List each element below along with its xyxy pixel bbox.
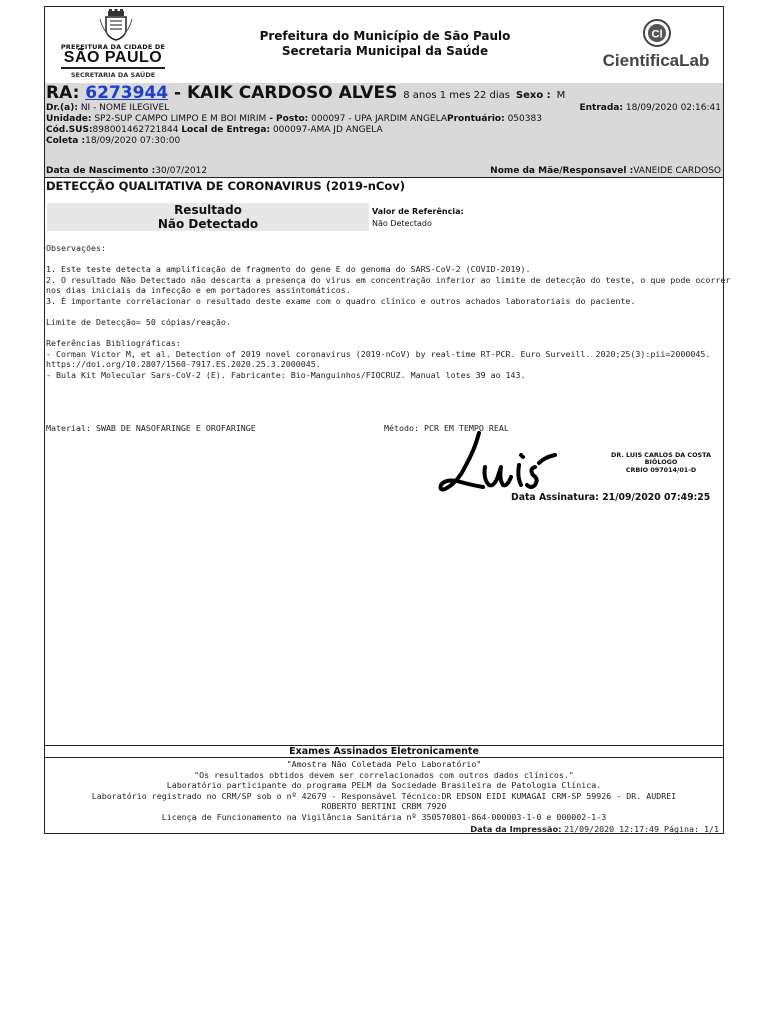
reference-line: - Corman Victor M, et al. Detection of 2019 novel coronavirus (2019-nCoV) by real-time RT-PCR. Euro Surveill. 2020;25(3):pii=2000045. bbox=[46, 348, 711, 359]
result-box bbox=[47, 203, 369, 231]
footer-line: Laboratório participante do programa PELM da Sociedade Brasileira de Patologia Clínica. bbox=[166, 780, 602, 790]
footer-line: "Os resultados obtidos devem ser correlacionados com outros dados clínicos." bbox=[194, 769, 574, 780]
city-crest-icon bbox=[99, 9, 133, 41]
sus-value: 898001462721844 bbox=[92, 125, 179, 135]
patient-age: 8 anos 1 mes 22 dias bbox=[403, 90, 510, 101]
signature-date bbox=[511, 492, 710, 503]
report-title bbox=[225, 29, 545, 59]
lab-report-page bbox=[44, 6, 731, 834]
sao-paulo-logo bbox=[57, 9, 169, 83]
sex-label: Sexo : bbox=[515, 90, 551, 101]
references-title: Referências Bibliográficas: bbox=[46, 338, 181, 348]
signer-role: BIÓLOGO bbox=[644, 458, 678, 467]
observation-line: 1. Este teste detecta a amplificação de fragmento do gene E do genoma do SARS-CoV-2 (COVID-2019). bbox=[46, 264, 531, 274]
cientificalab-badge-icon bbox=[641, 19, 673, 47]
cientificalab-logo bbox=[587, 17, 725, 73]
entrada-value: 18/09/2020 02:16:41 bbox=[625, 103, 721, 113]
entrega-value: 000097-AMA JD ANGELA bbox=[272, 125, 383, 135]
sp-logo-divider bbox=[61, 67, 165, 69]
report-header bbox=[45, 7, 723, 83]
sp-logo-line1: PREFEITURA DA CIDADE DE bbox=[60, 43, 166, 51]
signature-date-value: 21/09/2020 07:49:25 bbox=[602, 492, 711, 503]
birthdate-label: Data de Nascimento : bbox=[46, 166, 156, 176]
sus-row bbox=[46, 125, 383, 136]
footer-title: Exames Assinados Eletronicamente bbox=[45, 746, 723, 758]
patient-info-panel bbox=[45, 83, 723, 178]
footer-line: Laboratório registrado no CRM/SP sob o nº 42679 - Responsável Técnico:DR EDSON EIDI KUMAGAI CRM-SP 59926 - DR. AUDREI bbox=[91, 790, 677, 801]
doctor-value: NI - NOME ILEGIVEL bbox=[80, 103, 170, 113]
signature-date-label: Data Assinatura: bbox=[511, 492, 599, 503]
coleta-label: Coleta : bbox=[46, 136, 86, 146]
ra-number-link[interactable]: 6273944 bbox=[85, 83, 169, 103]
mother-value: VANEIDE CARDOSO bbox=[633, 166, 721, 176]
footer-line: Licença de Funcionamento na Vigilância Sanitária nº 350570801-864-000003-1-0 e 000002-1-3 bbox=[161, 811, 607, 822]
footer-line: "Amostra Não Coletada Pelo Laboratório" bbox=[286, 759, 482, 769]
ra-label: RA: bbox=[46, 83, 80, 103]
observation-line: 2. O resultado Não Detectado não descarta a presença do vírus em concentração inferior ao limite de detecção do teste, o que pode ocorrer bbox=[46, 274, 731, 285]
ra-line bbox=[46, 83, 565, 105]
patient-name: - KAIK CARDOSO ALVES bbox=[174, 83, 398, 103]
observation-line: 3. É importante correlacionar o resultado deste exame com o quadro clínico e outros achados laboratoriais do paciente. bbox=[46, 295, 636, 306]
sp-logo-line3: SECRETARIA DA SAÚDE bbox=[70, 71, 156, 79]
print-date-value: 21/09/2020 12:17:49 Página: 1/1 bbox=[564, 824, 719, 834]
entrega-label: Local de Entrega: bbox=[181, 125, 271, 135]
title-line-1: Prefeitura do Município de São Paulo bbox=[259, 29, 511, 43]
posto-value: 000097 - UPA JARDIM ANGELA bbox=[311, 114, 447, 124]
handwritten-signature bbox=[435, 427, 585, 497]
mother-label: Nome da Mãe/Responsavel : bbox=[490, 166, 634, 176]
detection-limit: Limite de Detecção= 50 cópias/reação. bbox=[46, 317, 231, 327]
result-label: Resultado bbox=[174, 203, 242, 217]
reference-value: Não Detectado bbox=[372, 219, 432, 228]
footer-line: ROBERTO BERTINI CRBM 7920 bbox=[321, 801, 447, 811]
doctor-row bbox=[46, 103, 169, 114]
unidade-row bbox=[46, 114, 542, 125]
coleta-value: 18/09/2020 07:30:00 bbox=[85, 136, 181, 146]
print-date bbox=[470, 824, 719, 834]
signer-registration: CRBIO 097014/01-D bbox=[625, 465, 697, 474]
reference-line: https://doi.org/10.2807/1560-7917.ES.2020.25.3.2000045. bbox=[46, 359, 321, 369]
unidade-label: Unidade: bbox=[46, 114, 92, 124]
reference-line: - Bula Kit Molecular Sars-CoV-2 (E). Fabricante: Bio-Manguinhos/FIOCRUZ. Manual lotes 39 ao 143. bbox=[46, 369, 526, 380]
print-date-label: Data da Impressão: bbox=[470, 824, 562, 834]
cl-badge-text: Cl bbox=[651, 28, 663, 41]
mother-row bbox=[490, 166, 721, 177]
observations-title: Observações: bbox=[46, 243, 106, 253]
signer-name: DR. LUIS CARLOS DA COSTA bbox=[611, 451, 711, 459]
entrada-label: Entrada: bbox=[579, 103, 623, 113]
prontuario-label: Prontuário: bbox=[446, 114, 505, 124]
result-value: Não Detectado bbox=[157, 217, 259, 231]
report-footer bbox=[45, 745, 723, 834]
sus-label: Cód.SUS: bbox=[46, 125, 93, 135]
entrada-row bbox=[579, 103, 721, 114]
reference-label: Valor de Referência: bbox=[372, 207, 464, 216]
title-line-2: Secretaria Municipal da Saúde bbox=[281, 44, 489, 58]
birthdate-row bbox=[46, 166, 207, 177]
material: Material: SWAB DE NASOFARINGE E OROFARINGE bbox=[46, 423, 256, 433]
prontuario-value: 050383 bbox=[507, 114, 542, 124]
doctor-label: Dr.(a): bbox=[46, 103, 78, 113]
sex-value: M bbox=[556, 90, 566, 101]
signer-block bbox=[605, 452, 717, 474]
birthdate-value: 30/07/2012 bbox=[155, 166, 208, 176]
exam-title: DETECÇÃO QUALITATIVA DE CORONAVIRUS (2019-nCov) bbox=[46, 179, 406, 193]
posto-label: - Posto: bbox=[269, 114, 309, 124]
coleta-row bbox=[46, 136, 180, 147]
sp-logo-line2: SÃO PAULO bbox=[63, 49, 163, 66]
unidade-value: SP2-SUP CAMPO LIMPO E M BOI MIRIM bbox=[94, 114, 267, 124]
method: Método: PCR EM TEMPO REAL bbox=[384, 423, 509, 433]
observation-line: nos dias iniciais da infecção e em portadores assintomáticos. bbox=[46, 285, 351, 295]
cientificalab-wordmark: CientificaLab bbox=[602, 51, 710, 70]
